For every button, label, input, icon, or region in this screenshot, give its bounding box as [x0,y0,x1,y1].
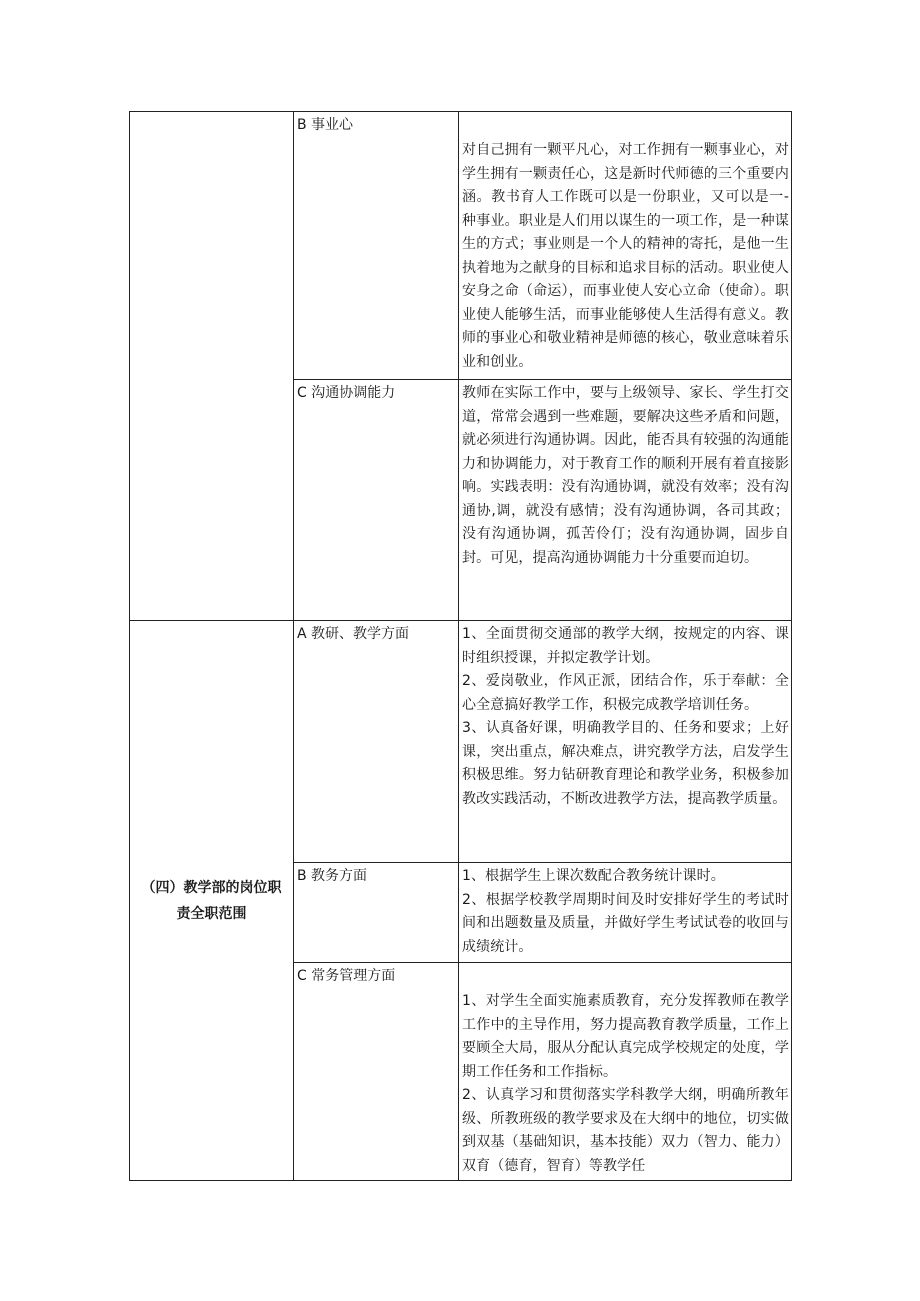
row-label-research: A 教研、教学方面 [297,626,410,642]
label-cell [294,963,459,1181]
table-row-research [130,621,792,863]
list-item: 1、对学生全面实施素质教育，充分发挥教师在教学工作中的主导作用，努力提高教育教学质量，工作上要顾全大局，服从分配认真完成学校规定的处度，学期工作任务和工作指标。 [462,993,789,1080]
list-item: 1、根据学生上课次数配合教务统计课时。 [462,868,725,884]
section-cell-four [130,621,294,1181]
list-item: 2、认真学习和贯彻落实学科教学大纲，明确所教年级、所教班级的教学要求及在大纲中的地位，切实做到双基（基础知识，基本技能）双力（智力、能力）双育（德育，智育）等教学任 [462,1087,789,1174]
routine-list [459,963,791,1178]
content-cell [459,112,792,380]
content-cell [459,380,792,621]
section-cell-continued [130,112,294,621]
row-label-routine: C 常务管理方面 [297,968,396,984]
row-label-communication: C 沟通协调能力 [297,385,396,401]
list-item: 2、根据学校教学周期时间及时安排好学生的考试时间和出题数量及质量，并做好学生考试试卷的收回与成绩统计。 [462,891,789,955]
list-item: 1、全面贯彻交通部的教学大纲，按规定的内容、课时组织授课，并拟定教学计划。 [462,626,789,666]
label-cell [294,380,459,621]
research-list [459,621,791,811]
label-cell [294,863,459,963]
content-cell [459,963,792,1181]
communication-text: 教师在实际工作中，要与上级领导、家长、学生打交道，常常会遇到一些难题，要解决这些矛盾和问题，就必须进行沟通协调。因此，能否具有较强的沟通能力和协调能力，对于教育工作的顺利开展有着直接影响。实践表明：没有沟通协调，就没有效率；没有沟通协,调，就没有感情；没有沟通协调，各司其政；没有沟通协调，孤苦伶仃；没有沟通协调，固步自封。可见，提高沟通协调能力十分重要而迫切。 [462,385,789,566]
career-text: 对自己拥有一颗平凡心，对工作拥有一颗事业心，对学生拥有一颗责任心，这是新时代师德的三个重要内涵。教书育人工作既可以是一份职业，又可以是一-种事业。职业是人们用以谋生的一项工作，是一种谋生的方式；事业则是一个人的精神的寄托，是他一生执着地为之献身的目标和追求目标的活动。职业使人安身之命（命运），而事业使人安心立命（使命）。职业使人能够生活，而事业能够使人生活得有意义。教师的事业心和敬业精神是师德的核心，敬业意味着乐业和创业。 [462,142,789,370]
duty-table [129,111,792,1181]
academic-list [459,863,791,959]
list-item: 3、认真备好课，明确教学目的、任务和要求；上好课，突出重点，解决难点，讲究教学方法，启发学生积极思维。努力钻研教育理论和教学业务，积极参加教改实践活动，不断改进教学方法，提高教学质量。 [462,720,789,807]
content-cell [459,863,792,963]
content-cell [459,621,792,863]
label-cell [294,112,459,380]
label-cell [294,621,459,863]
row-label-career: B 事业心 [297,117,354,133]
section-title: （四）教学部的岗位职责全职范围 [141,879,282,922]
list-item: 2、爱岗敬业，作风正派，团结合作，乐于奉献：全心全意搞好教学工作，积极完成教学培训任务。 [462,673,789,713]
row-label-academic: B 教务方面 [297,868,368,884]
table-row-career [130,112,792,380]
